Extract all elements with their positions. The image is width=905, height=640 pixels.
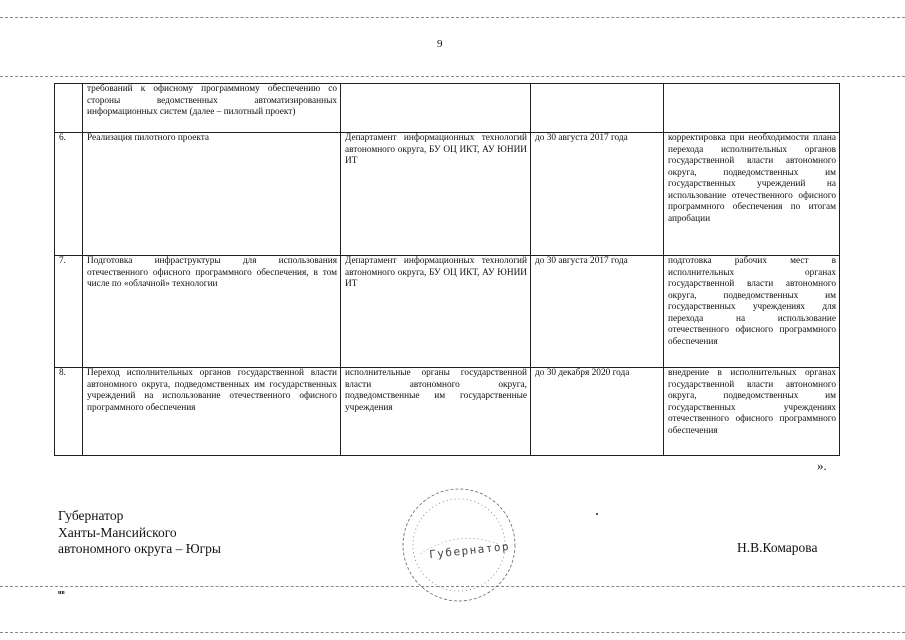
- result-cell: [664, 84, 840, 133]
- executor-cell: Департамент информационных технологий автономного округа, БУ ОЦ ИКТ, АУ ЮНИИ ИТ: [341, 256, 531, 368]
- result-cell: внедрение в исполнительных органах государственной власти автономного округа, подведомственных им государственных учреждениях отечественного офисного программного обеспечения: [664, 368, 840, 456]
- stamp-label: Губернатор: [428, 539, 511, 562]
- executor-cell: Департамент информационных технологий автономного округа, БУ ОЦ ИКТ, АУ ЮНИИ ИТ: [341, 133, 531, 256]
- deadline-cell: до 30 декабря 2020 года: [531, 368, 664, 456]
- table-row: [55, 84, 840, 133]
- signature-title: [58, 508, 221, 558]
- executor-cell: [341, 84, 531, 133]
- scan-dot: [596, 513, 598, 515]
- row-number-cell: 6.: [55, 133, 83, 256]
- deadline-cell: до 30 августа 2017 года: [531, 133, 664, 256]
- deadline-cell: [531, 84, 664, 133]
- result-cell: корректировка при необходимости плана перехода исполнительных органов государственной власти автономного округа, подведомственных им государственных учреждений на использование отечественного офисного программного обеспечения по итогам апробации: [664, 133, 840, 256]
- executor-initials: нв: [58, 590, 65, 596]
- action-cell: требований к офисному программному обеспечению со стороны ведомственных автоматизированных информационных систем (далее – пилотный проект): [83, 84, 341, 133]
- closing-quote: ».: [817, 458, 827, 473]
- executor-cell: исполнительные органы государственной власти автономного округа, подведомственные им государственные учреждения: [341, 368, 531, 456]
- scan-artifact-header-line: [0, 76, 905, 77]
- action-cell: Подготовка инфраструктуры для использования отечественного офисного программного обеспечения, в том числе по «облачной» технологии: [83, 256, 341, 368]
- table-row: [55, 256, 840, 368]
- table-row: [55, 368, 840, 456]
- signature-title-line: Губернатор: [58, 508, 124, 523]
- table-row: [55, 133, 840, 256]
- page-number: 9: [437, 38, 443, 50]
- deadline-cell: до 30 августа 2017 года: [531, 256, 664, 368]
- row-number-cell: 8.: [55, 368, 83, 456]
- action-cell: Переход исполнительных органов государственной власти автономного округа, подведомственных им государственных учреждений на использование отечественного офисного программного обеспечения: [83, 368, 341, 456]
- signer-name: Н.В.Комарова: [737, 540, 818, 555]
- scan-artifact-top-line: [0, 17, 905, 18]
- row-number-cell: [55, 84, 83, 133]
- action-cell: Реализация пилотного проекта: [83, 133, 341, 256]
- row-number-cell: 7.: [55, 256, 83, 368]
- plan-table: [54, 83, 840, 456]
- result-cell: подготовка рабочих мест в исполнительных органах государственной власти автономного округа, подведомственных им государственных учреждениях для перехода на использование отечественного офисного программного обеспечения: [664, 256, 840, 368]
- scan-artifact-bottom-line: [0, 632, 905, 633]
- signature-title-line: Ханты-Мансийского: [58, 524, 177, 540]
- signature-title-line: автономного округа – Югры: [58, 541, 221, 556]
